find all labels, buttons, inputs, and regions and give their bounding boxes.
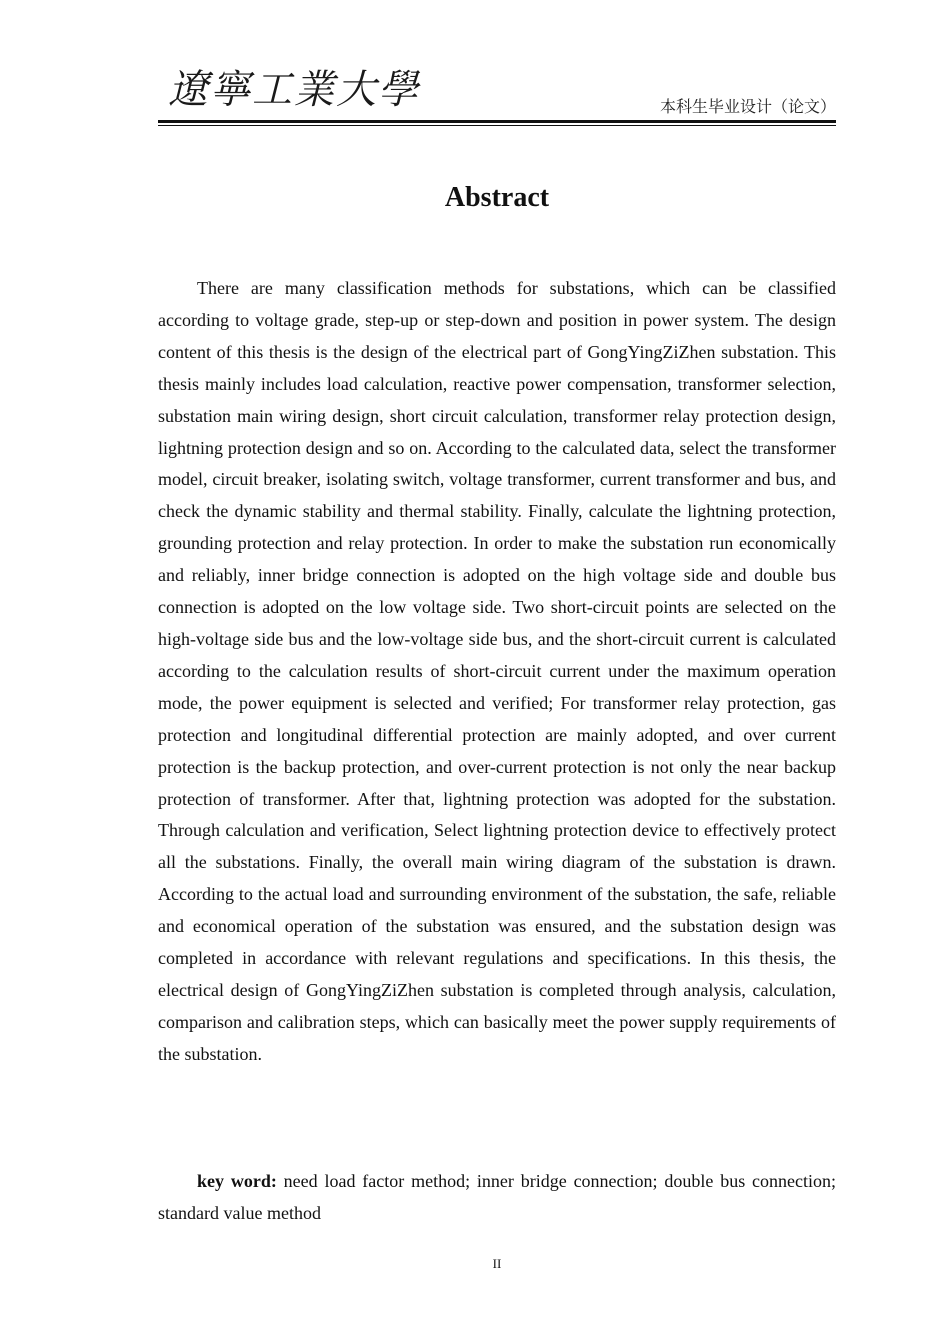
header-rule-thick [158, 120, 836, 123]
university-logo: 遼寧工業大學 [168, 67, 420, 113]
page-title: Abstract [444, 182, 550, 213]
page-number: II [492, 1256, 502, 1271]
abstract-paragraph: There are many classification methods for substations, which can be classified according to voltage grade, step-up or step-down and position in power system. The design content of this thesis is the design of the electrical part of GongYingZiZhen substation. This thesis mainly includes load calculation, reactive power compensation, transformer selection, substation main wiring design, short circuit calculation, transformer relay protection design, lightning protection design and so on. According to the calculated data, select the transformer model, circuit breaker, isolating switch, voltage transformer, current transformer and bus, and check the dynamic stability and thermal stability. Finally, calculate the lightning protection, grounding protection and relay protection. In order to make the substation run economically and reliably, inner bridge connection is adopted on the high voltage side and double bus connection is adopted on the low voltage side. Two short-circuit points are selected on the high-voltage side bus and the low-voltage side bus, and the short-circuit current is calculated according to the calculation results of short-circuit current under the maximum operation mode, the power equipment is selected and verified; For transformer relay protection, gas protection and longitudinal differential protection are mainly adopted, and over current protection is the backup protection, and over-current protection is not only the near backup protection of transformer. After that, lightning protection was adopted for the substation. Through calculation and verification, Select lightning protection device to effectively protect all the substations. Finally, the overall main wiring diagram of the substation is drawn. According to the actual load and surrounding environment of the substation, the safe, reliable and economical operation of the substation was ensured, and the substation design was completed in accordance with relevant regulations and specifications. In this thesis, the electrical design of GongYingZiZhen substation is completed through analysis, calculation, comparison and calibration steps, which can basically meet the power supply requirements of the substation. [158, 278, 836, 1064]
keywords-label: key word: [197, 1171, 277, 1191]
keywords-paragraph [158, 1166, 836, 1230]
keywords-text: need load factor method; inner bridge connection; double bus connection; standard value method [158, 1171, 836, 1223]
header-rule-thin [158, 125, 836, 126]
header-caption: 本科生毕业设计（论文） [659, 97, 836, 116]
